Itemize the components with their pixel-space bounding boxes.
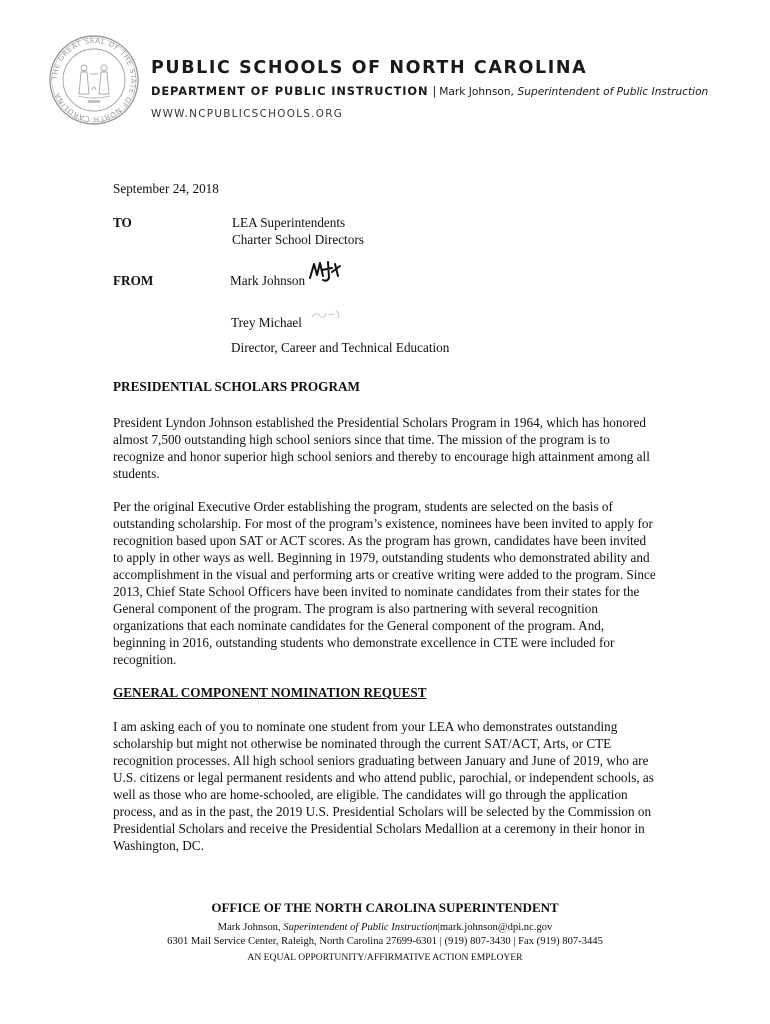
paragraph-line: General component of the program. The program is also partnering with several recognition bbox=[113, 601, 598, 616]
from-label: FROM bbox=[113, 273, 154, 288]
paragraph-line: beginning in 2016, outstanding students who demonstrate excellence in CTE were included for bbox=[113, 635, 615, 650]
to-label: TO bbox=[113, 215, 132, 230]
letterhead-website: WWW.NCPUBLICSCHOOLS.ORG bbox=[151, 108, 344, 120]
footer-address: 6301 Mail Service Center, Raleigh, North Carolina 27699-6301 bbox=[167, 936, 438, 947]
signature-initials-mark bbox=[308, 258, 344, 284]
footer-contact-line bbox=[0, 922, 770, 933]
from-name-2: Trey Michael bbox=[231, 315, 302, 330]
footer-separator: | bbox=[437, 922, 440, 933]
letterhead-title: PUBLIC SCHOOLS OF NORTH CAROLINA bbox=[151, 58, 588, 78]
paragraph-line: organizations that each nominate candidates for the General component of the program. And, bbox=[113, 618, 605, 633]
paragraph-line: outstanding scholarship. For most of the program’s existence, nominees have been invited to apply for bbox=[113, 516, 653, 531]
from-name-1: Mark Johnson bbox=[230, 273, 306, 288]
body-paragraph-2 bbox=[113, 498, 698, 668]
letterhead-department-line bbox=[151, 84, 708, 98]
paragraph-line: process, and as in the past, the 2019 U.S. Presidential Scholars will be selected by the Commission on bbox=[113, 804, 652, 819]
to-recipient-1: LEA Superintendents bbox=[232, 215, 346, 230]
footer-title: Superintendent of Public Instruction bbox=[283, 922, 438, 933]
superintendent-name: Mark Johnson, bbox=[439, 86, 514, 98]
subject-heading: PRESIDENTIAL SCHOLARS PROGRAM bbox=[113, 379, 360, 394]
memo-date: September 24, 2018 bbox=[113, 181, 219, 196]
footer-address-line bbox=[0, 936, 770, 947]
footer-separator: | bbox=[513, 936, 516, 947]
paragraph-line: 2013, Chief State School Officers have been invited to nominate candidates from their states for the bbox=[113, 584, 640, 599]
nomination-request-heading: GENERAL COMPONENT NOMINATION REQUEST bbox=[113, 685, 427, 700]
from-title-2: Director, Career and Technical Education bbox=[231, 340, 450, 355]
paragraph-line: scholarship but might not otherwise be nominated through the current SAT/ACT, Arts, or CTE bbox=[113, 736, 612, 751]
footer-separator: | bbox=[439, 936, 442, 947]
footer-email: mark.johnson@dpi.nc.gov bbox=[439, 922, 553, 933]
paragraph-line: accomplishment in the visual and performing arts or creative writing were added to the program. Since bbox=[113, 567, 656, 582]
paragraph-line: recognition based upon SAT or ACT scores. As the program has grown, candidates have been invited bbox=[113, 533, 647, 548]
body-paragraph-1 bbox=[113, 414, 698, 482]
state-seal-logo bbox=[48, 34, 140, 126]
paragraph-line: Per the original Executive Order establishing the program, students are selected on the basis of bbox=[113, 499, 613, 514]
footer-phone: (919) 807-3430 bbox=[444, 936, 511, 947]
paragraph-line: I am asking each of you to nominate one student from your LEA who demonstrates outstanding bbox=[113, 719, 618, 734]
paragraph-line: recognition processes. All high school seniors graduating between January and June of 2019, who are bbox=[113, 753, 649, 768]
paragraph-line: recognition. bbox=[113, 652, 177, 667]
footer-name: Mark Johnson, bbox=[217, 922, 281, 933]
superintendent-title: Superintendent of Public Instruction bbox=[517, 86, 709, 98]
paragraph-line: Presidential Scholars and receive the Presidential Scholars Medallion at a ceremony in their honor in bbox=[113, 821, 645, 836]
seal-text: THE GREAT SEAL OF THE STATE OF NORTH CAROLINA bbox=[49, 35, 139, 125]
paragraph-line: U.S. citizens or legal permanent residents and who attend public, parochial, or independent schools, as bbox=[113, 770, 654, 785]
footer-fax: Fax (919) 807-3445 bbox=[518, 936, 603, 947]
signature-faint-mark bbox=[310, 307, 344, 323]
paragraph-line: recognize and honor superior high school seniors and thereby to encourage high attainment among all bbox=[113, 449, 650, 464]
department-separator: | bbox=[432, 84, 437, 98]
department-name: DEPARTMENT OF PUBLIC INSTRUCTION bbox=[151, 84, 429, 98]
paragraph-line: President Lyndon Johnson established the Presidential Scholars Program in 1964, which has honored bbox=[113, 415, 646, 430]
paragraph-line: Washington, DC. bbox=[113, 838, 204, 853]
paragraph-line: almost 7,500 outstanding high school seniors since that time. The mission of the program is to bbox=[113, 432, 610, 447]
body-paragraph-3 bbox=[113, 718, 698, 854]
paragraph-line: students. bbox=[113, 466, 160, 481]
paragraph-line: to apply in other ways as well. Beginning in 1979, outstanding students who demonstrated ability and bbox=[113, 550, 650, 565]
to-recipient-2: Charter School Directors bbox=[232, 232, 364, 247]
footer-office-title: OFFICE OF THE NORTH CAROLINA SUPERINTENDENT bbox=[211, 900, 559, 915]
footer-eeo-statement: AN EQUAL OPPORTUNITY/AFFIRMATIVE ACTION EMPLOYER bbox=[247, 952, 523, 963]
paragraph-line: well as those who are home-schooled, are eligible. The candidates will go through the application bbox=[113, 787, 628, 802]
